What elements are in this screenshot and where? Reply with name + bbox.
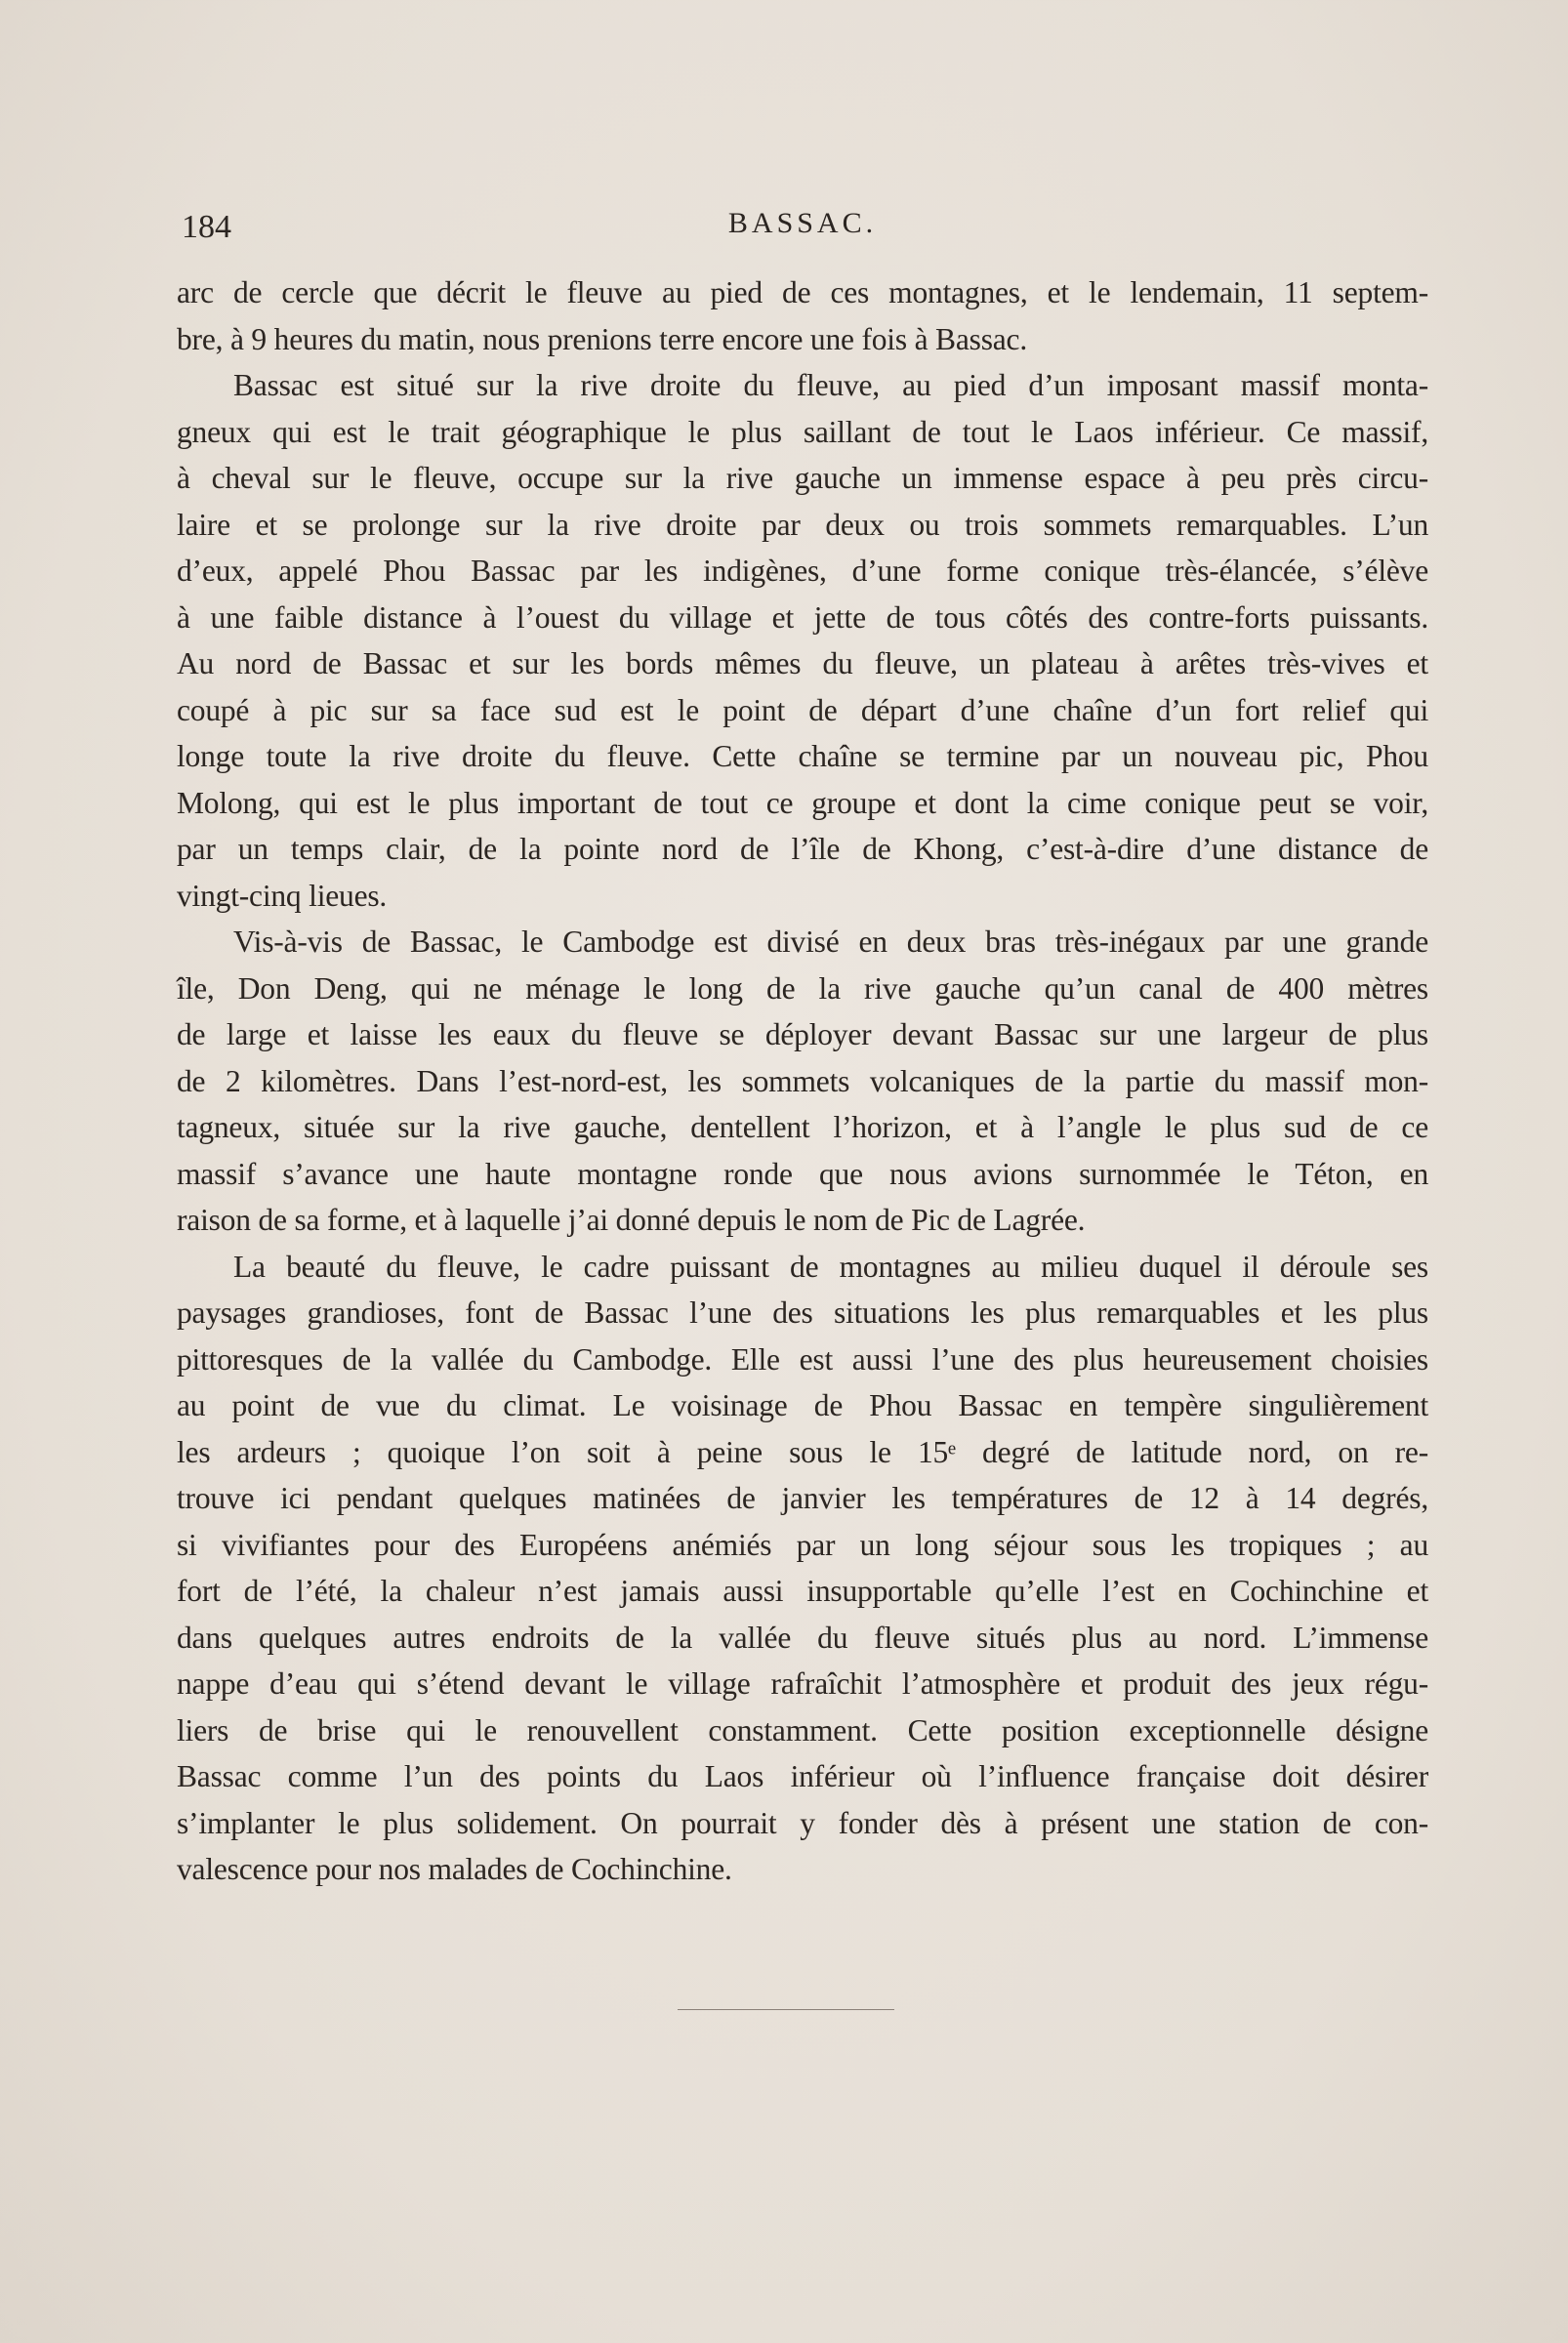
text-line: laire et se prolonge sur la rive droite par deux ou trois sommets remarquables. L’un <box>177 507 1428 542</box>
text-line: massif s’avance une haute montagne ronde que nous avions surnommée le Téton, en <box>177 1156 1428 1191</box>
text-line: arc de cercle que décrit le fleuve au pied de ces montagnes, et le lendemain, 11 septem- <box>177 275 1428 309</box>
text-line: Bassac comme l’un des points du Laos inférieur où l’influence française doit désirer <box>177 1759 1428 1793</box>
text-line: s’implanter le plus solidement. On pourrait y fonder dès à présent une station de con- <box>177 1805 1428 1840</box>
text-line: Vis-à-vis de Bassac, le Cambodge est divisé en deux bras très-inégaux par une grande <box>233 925 1428 959</box>
page-number: 184 <box>182 209 231 245</box>
text-line: à une faible distance à l’ouest du village et jette de tous côtés des contre-forts puissants. <box>177 599 1428 635</box>
text-line: gneux qui est le trait géographique le plus saillant de tout le Laos inférieur. Ce massif, <box>177 414 1428 449</box>
paragraph <box>177 1244 1428 1893</box>
text-line: les ardeurs ; quoique l’on soit à peine sous le 15ᵉ degré de latitude nord, on re- <box>177 1434 1428 1469</box>
text-line: Bassac est situé sur la rive droite du fleuve, au pied d’un imposant massif monta- <box>233 368 1428 402</box>
text-line: raison de sa forme, et à laquelle j’ai donné depuis le nom de Pic de Lagrée. <box>177 1203 1086 1237</box>
paragraph <box>177 919 1428 1244</box>
text-line: île, Don Deng, qui ne ménage le long de la rive gauche qu’un canal de 400 mètres <box>177 970 1428 1006</box>
text-line: si vivifiantes pour des Européens anémiés par un long séjour sous les tropiques ; au <box>177 1527 1428 1562</box>
text-line: La beauté du fleuve, le cadre puissant de montagnes au milieu duquel il déroule ses <box>233 1249 1428 1284</box>
text-line: Au nord de Bassac et sur les bords mêmes du fleuve, un plateau à arêtes très-vives et <box>177 646 1428 680</box>
text-line: paysages grandioses, font de Bassac l’une des situations les plus remarquables et les plus <box>177 1295 1428 1330</box>
text-line: fort de l’été, la chaleur n’est jamais aussi insupportable qu’elle l’est en Cochinchine et <box>177 1574 1428 1608</box>
text-line: de large et laisse les eaux du fleuve se déployer devant Bassac sur une largeur de plus <box>177 1017 1428 1051</box>
text-line: vingt-cinq lieues. <box>177 878 388 913</box>
text-line: par un temps clair, de la pointe nord de l’île de Khong, c’est-à-dire d’une distance de <box>177 832 1428 866</box>
text-line: d’eux, appelé Phou Bassac par les indigènes, d’une forme conique très-élancée, s’élève <box>177 554 1428 588</box>
text-line: valescence pour nos malades de Cochinchine. <box>177 1852 732 1886</box>
paragraph <box>177 269 1428 362</box>
text-line: nappe d’eau qui s’étend devant le village rafraîchit l’atmosphère et produit des jeux régu- <box>177 1666 1428 1701</box>
text-line: de 2 kilomètres. Dans l’est-nord-est, les sommets volcaniques de la partie du massif mon- <box>177 1063 1428 1098</box>
body-text <box>177 269 1428 1893</box>
text-line: bre, à 9 heures du matin, nous prenions terre encore une fois à Bassac. <box>177 321 1027 356</box>
text-line: longe toute la rive droite du fleuve. Cette chaîne se termine par un nouveau pic, Phou <box>177 739 1428 773</box>
text-line: Molong, qui est le plus important de tout ce groupe et dont la cime conique peut se voir, <box>177 785 1428 820</box>
text-line: tagneux, située sur la rive gauche, dentellent l’horizon, et à l’angle le plus sud de ce <box>177 1110 1428 1144</box>
text-line: à cheval sur le fleuve, occupe sur la rive gauche un immense espace à peu près circu- <box>177 461 1428 495</box>
paragraph <box>177 362 1428 919</box>
running-title: BASSAC. <box>727 207 878 239</box>
text-line: trouve ici pendant quelques matinées de janvier les températures de 12 à 14 degrés, <box>177 1481 1428 1515</box>
text-line: coupé à pic sur sa face sud est le point de départ d’une chaîne d’un fort relief qui <box>177 692 1428 727</box>
text-line: dans quelques autres endroits de la vallée du fleuve situés plus au nord. L’immense <box>177 1620 1428 1655</box>
text-line: liers de brise qui le renouvellent constamment. Cette position exceptionnelle désigne <box>177 1712 1428 1747</box>
text-line: pittoresques de la vallée du Cambodge. Elle est aussi l’une des plus heureusement choisies <box>177 1341 1428 1377</box>
end-rule-divider <box>678 2009 894 2010</box>
text-line: au point de vue du climat. Le voisinage de Phou Bassac en tempère singulièrement <box>177 1388 1428 1422</box>
